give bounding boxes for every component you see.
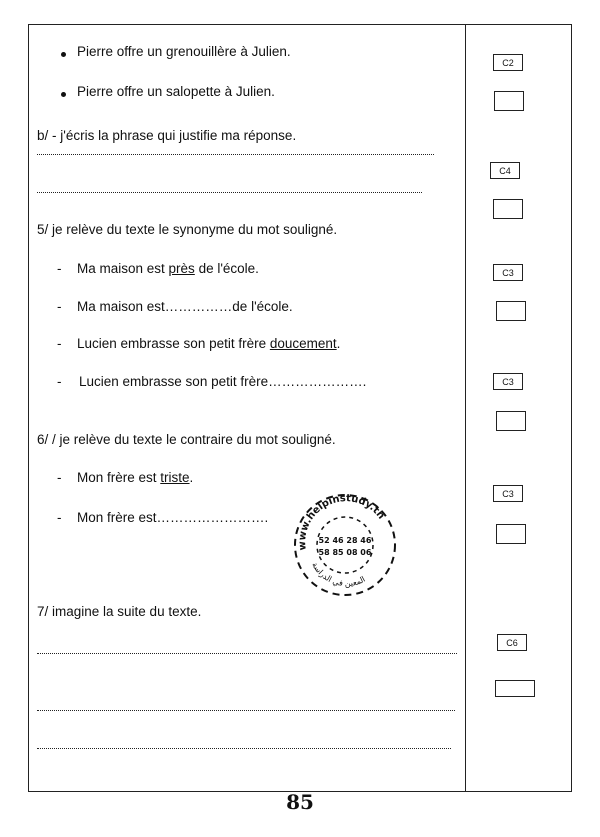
question-5-title: 5/ je relève du texte le synonyme du mot souligné. bbox=[37, 222, 338, 237]
dash: - bbox=[57, 510, 62, 525]
bullet-icon bbox=[61, 92, 66, 97]
question-6-title: 6/ / je relève du texte le contraire du mot souligné. bbox=[37, 432, 336, 447]
answer-line bbox=[37, 653, 457, 654]
q5-line-3: Lucien embrasse son petit frère doucement. bbox=[77, 336, 341, 351]
score-box[interactable] bbox=[496, 524, 526, 544]
q6-line-1: Mon frère est triste. bbox=[77, 470, 194, 485]
margin-divider bbox=[465, 24, 466, 792]
option-2: Pierre offre un salopette à Julien. bbox=[77, 84, 275, 99]
competency-code: C6 bbox=[497, 634, 527, 651]
dash: - bbox=[57, 261, 62, 276]
competency-code: C2 bbox=[493, 54, 523, 71]
stamp-arabic: المعين في الدراسة bbox=[310, 560, 367, 589]
stamp-phone-2: 58 85 08 06 bbox=[318, 548, 372, 557]
competency-code: C3 bbox=[493, 485, 523, 502]
dash: - bbox=[57, 299, 62, 314]
q5-line-4: Lucien embrasse son petit frère…………………. bbox=[79, 374, 367, 389]
stamp-phone-1: 52 46 28 46 bbox=[318, 536, 372, 545]
score-box[interactable] bbox=[494, 91, 524, 111]
dash: - bbox=[57, 374, 62, 389]
page-number: 85 bbox=[286, 790, 314, 814]
q6-line-2: Mon frère est……………………. bbox=[77, 510, 269, 525]
score-box[interactable] bbox=[496, 411, 526, 431]
score-box[interactable] bbox=[495, 680, 535, 697]
q5-line-1: Ma maison est près de l'école. bbox=[77, 261, 259, 276]
score-box[interactable] bbox=[496, 301, 526, 321]
stamp-url: www.helpinstudy.tn bbox=[296, 493, 387, 551]
svg-text:المعين في الدراسة bbox=[310, 561, 367, 588]
answer-line bbox=[37, 710, 455, 711]
competency-code: C3 bbox=[493, 373, 523, 390]
question-7-title: 7/ imagine la suite du texte. bbox=[37, 604, 202, 619]
answer-line bbox=[37, 748, 451, 749]
score-box[interactable] bbox=[493, 199, 523, 219]
answer-line bbox=[37, 192, 422, 193]
watermark-stamp-icon bbox=[290, 490, 400, 600]
competency-code: C3 bbox=[493, 264, 523, 281]
answer-line bbox=[37, 154, 434, 155]
dash: - bbox=[57, 336, 62, 351]
question-b: b/ - j'écris la phrase qui justifie ma réponse. bbox=[37, 128, 297, 143]
bullet-icon bbox=[61, 52, 66, 57]
q5-line-2: Ma maison est……………de l'école. bbox=[77, 299, 293, 314]
competency-code: C4 bbox=[490, 162, 520, 179]
dash: - bbox=[57, 470, 62, 485]
option-1: Pierre offre un grenouillère à Julien. bbox=[77, 44, 291, 59]
